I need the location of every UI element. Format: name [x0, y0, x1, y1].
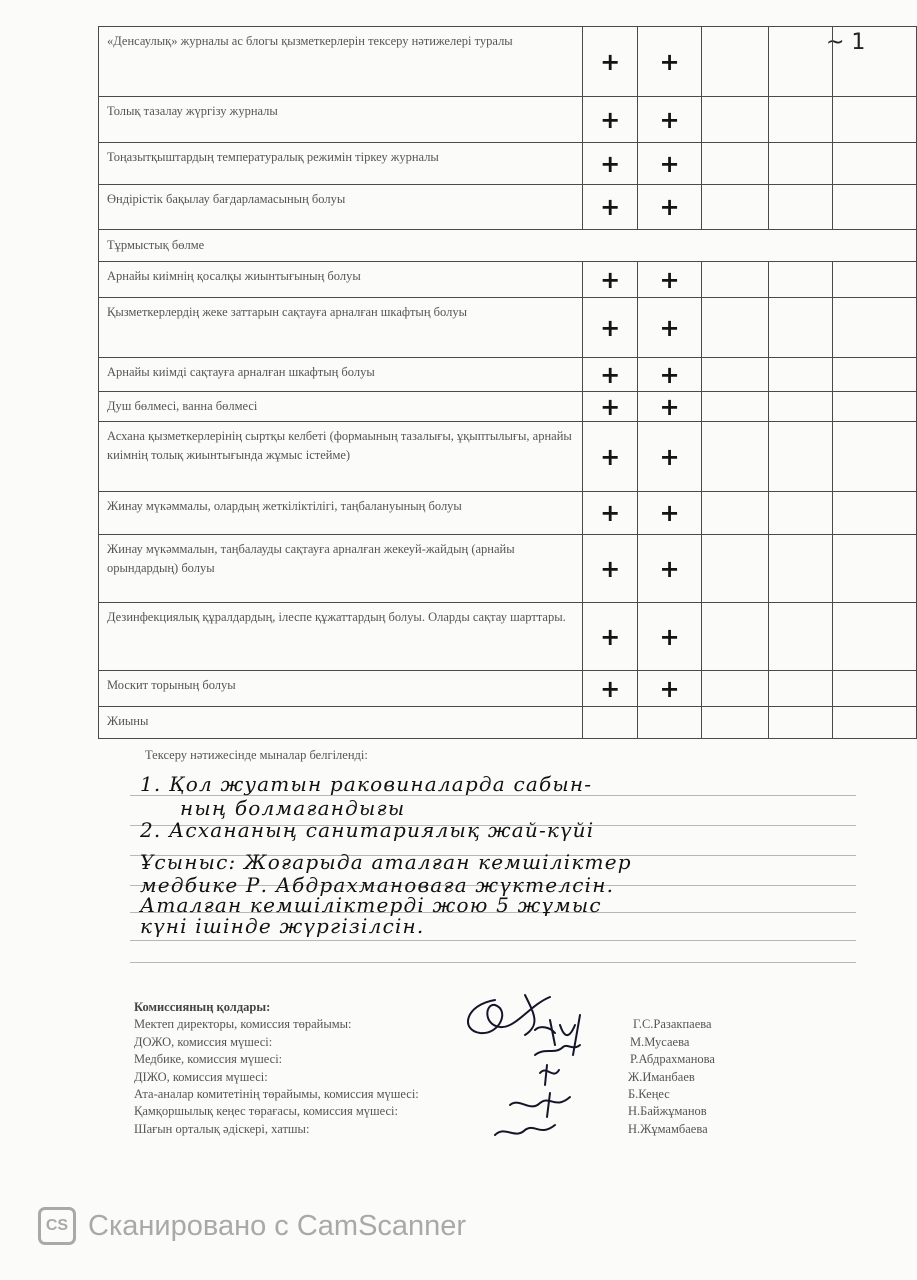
row-label: Жинау мүкәммалы, олардың жеткіліктілігі, таңбалануының болуы	[99, 492, 583, 535]
check-mark: +	[583, 262, 638, 298]
total-row	[99, 707, 917, 739]
row-label: Дезинфекциялық құралдардың, ілеспе құжаттардың болуы. Оларды сақтау шарттары.	[99, 603, 583, 671]
table-row	[99, 27, 917, 97]
check-mark	[583, 707, 638, 739]
check-mark: +	[583, 185, 638, 230]
commission-role: ДІЖО, комиссия мүшесі:	[134, 1070, 268, 1084]
check-mark: +	[637, 185, 701, 230]
check-mark: +	[583, 535, 638, 603]
commission-role: Мектеп директоры, комиссия төрайымы:	[134, 1017, 352, 1031]
table-row	[99, 392, 917, 422]
table-row	[99, 358, 917, 392]
check-mark: +	[637, 97, 701, 143]
ruled-line	[130, 940, 856, 941]
row-label: Асхана қызметкерлерінің сыртқы келбеті (формаының тазалығы, ұқыптылығы, арнайы киімнің толық жиынтығында жұмыс істейме)	[99, 422, 583, 492]
check-mark: +	[583, 392, 638, 422]
check-mark: +	[637, 262, 701, 298]
row-label: Москит торының болуы	[99, 671, 583, 707]
check-mark: +	[583, 27, 638, 97]
commission-role: Ата-аналар комитетінің төрайымы, комиссия мүшесі:	[134, 1087, 419, 1101]
row-label: Толық тазалау жүргізу журналы	[99, 97, 583, 143]
check-mark: +	[583, 358, 638, 392]
commission-role: Шағын орталық әдіскері, хатшы:	[134, 1122, 310, 1136]
handwritten-line: Ұсыныс: Жоғарыда аталған кемшіліктер	[140, 850, 632, 874]
row-label: «Денсаулық» журналы ас блогы қызметкерлерін тексеру нәтижелері туралы	[99, 27, 583, 97]
table-row	[99, 492, 917, 535]
commission-name: Н.Байжұманов	[628, 1104, 707, 1118]
commission-role: Қамқоршылық кеңес төрағасы, комиссия мүшесі:	[134, 1104, 398, 1118]
commission-name: М.Мусаева	[630, 1035, 690, 1049]
commission-name: Ж.Иманбаев	[628, 1070, 695, 1084]
row-label: Арнайы киімнің қосалқы жиынтығының болуы	[99, 262, 583, 298]
handwritten-line: күні ішінде жүргізілсін.	[140, 914, 425, 938]
table-row	[99, 422, 917, 492]
row-label: Душ бөлмесі, ванна бөлмесі	[99, 392, 583, 422]
check-mark: +	[637, 422, 701, 492]
check-mark: +	[583, 492, 638, 535]
row-label: Арнайы киімді сақтауға арналған шкафтың болуы	[99, 358, 583, 392]
handwritten-line: 1. Қол жуатын раковиналарда сабын-	[140, 772, 593, 796]
handwritten-line: Аталған кемшіліктерді жою 5 жұмыс	[140, 893, 602, 917]
check-mark: +	[583, 603, 638, 671]
check-mark: +	[637, 603, 701, 671]
commission-name: Б.Кеңес	[628, 1087, 670, 1101]
table-row	[99, 185, 917, 230]
commission-role: Медбике, комиссия мүшесі:	[134, 1052, 283, 1066]
row-label: Қызметкерлердің жеке заттарын сақтауға арналған шкафтың болуы	[99, 298, 583, 358]
corner-page-mark: ~ 1	[826, 30, 866, 55]
row-label: Жинау мүкәммалын, таңбалауды сақтауға арналған жекеуй-жайдың (арнайы орындардың) болуы	[99, 535, 583, 603]
row-label: Өндірістік бақылау бағдарламасының болуы	[99, 185, 583, 230]
handwritten-line: медбике Р. Абдрахмановаға жүктелсін.	[140, 873, 615, 897]
check-mark: +	[637, 671, 701, 707]
section-title: Тұрмыстық бөлме	[99, 230, 917, 262]
check-mark: +	[583, 422, 638, 492]
signatures-icon	[455, 985, 625, 1150]
camscanner-logo-icon: CS	[38, 1207, 76, 1245]
table-row	[99, 603, 917, 671]
commission-name: Р.Абдрахманова	[630, 1052, 715, 1066]
commission-name: Г.С.Разакпаева	[633, 1017, 712, 1031]
table-row	[99, 97, 917, 143]
check-mark: +	[583, 97, 638, 143]
camscanner-text: Сканировано с CamScanner	[88, 1209, 467, 1242]
commission-name: Н.Жұмамбаева	[628, 1122, 708, 1136]
handwritten-line: 2. Асхананың санитариялық жай-күйі	[140, 818, 595, 842]
commission-title: Комиссияның қолдары:	[134, 1000, 271, 1014]
table-row	[99, 671, 917, 707]
check-mark: +	[637, 492, 701, 535]
check-mark: +	[637, 535, 701, 603]
results-title: Тексеру нәтижесінде мыналар белгіленді:	[145, 748, 368, 762]
table-row	[99, 262, 917, 298]
commission-role: ДОЖО, комиссия мүшесі:	[134, 1035, 273, 1049]
check-mark: +	[637, 27, 701, 97]
check-mark: +	[637, 298, 701, 358]
table-row	[99, 143, 917, 185]
check-mark: +	[583, 298, 638, 358]
inspection-table	[98, 26, 917, 739]
total-label: Жиыны	[99, 707, 583, 739]
check-mark	[637, 707, 701, 739]
row-label: Тоңазытқыштардың температуралық режимін тіркеу журналы	[99, 143, 583, 185]
camscanner-footer	[38, 1207, 466, 1245]
check-mark: +	[637, 392, 701, 422]
check-mark: +	[637, 358, 701, 392]
check-mark: +	[583, 671, 638, 707]
handwritten-line: ның болмағандығы	[180, 796, 406, 820]
table-row	[99, 535, 917, 603]
ruled-line	[130, 962, 856, 963]
check-mark: +	[637, 143, 701, 185]
check-mark: +	[583, 143, 638, 185]
table-row	[99, 298, 917, 358]
section-row	[99, 230, 917, 262]
